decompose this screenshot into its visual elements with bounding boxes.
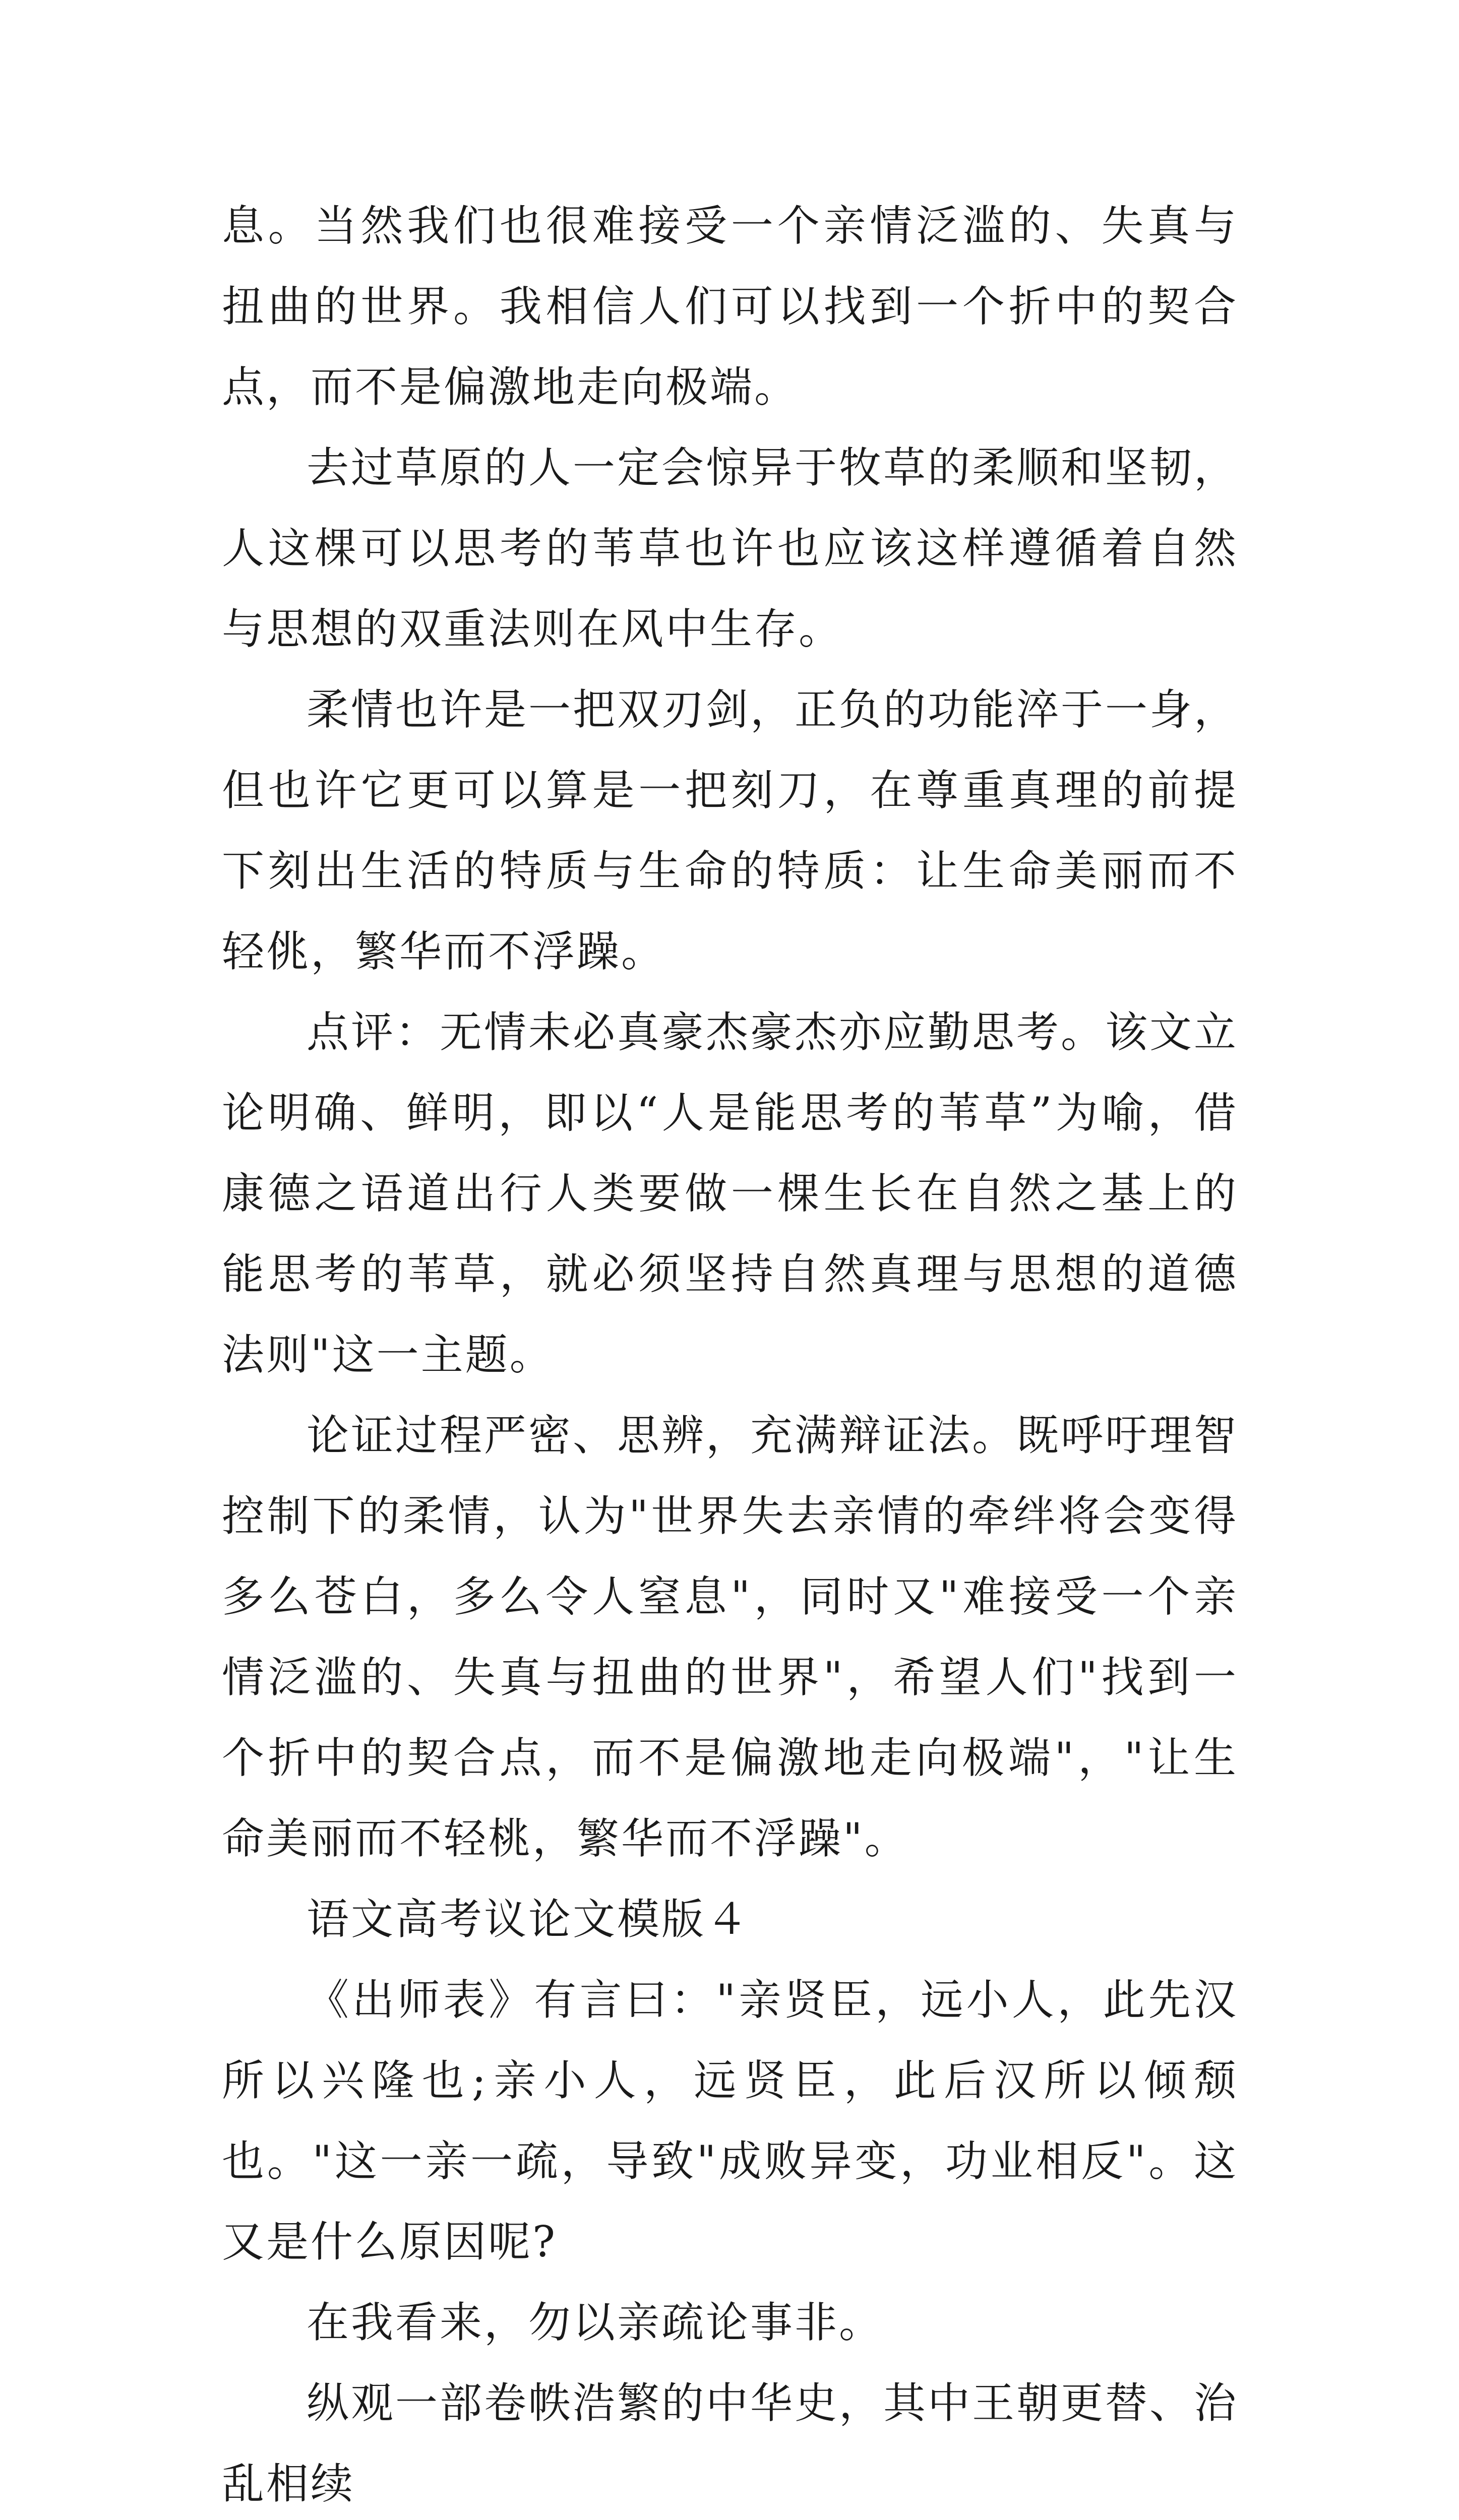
paragraph-8: 纵观一部卷帙浩繁的中华史，其中王朝更替、治乱相续 — [222, 2378, 1239, 2508]
document-body — [222, 185, 1238, 2520]
paragraph-7: 在我看来，勿以亲疏论事非。 — [307, 2298, 884, 2347]
paragraph-4-commentary: 点评：无情未必真豪杰豪杰亦应勤思考。该文立论明确、鲜明，即以“人是能思考的苇草”为喻，借康德之语道出行人类要做一棵生长在自然之基上的能思考的苇草，就必须坚持自然真理与思想的道德法则"这一主题。 — [222, 1007, 1239, 1379]
paragraph-6: 《出师表》有言曰："亲贤臣，远小人，此先汉所以兴隆也;亲小人，远贤臣，此后汉所以倾颓也。"这一亲一疏，导致"成败异变，功业相反"。这又是什么原因呢? — [222, 1975, 1238, 2266]
paragraph-3: 柔情也许是一把双刃剑，正负的功能淬于一身，但也许它更可以算是一把刻刀，在尊重真理的前提下刻出生活的特质与生命的特质：让生命美丽而不轻佻，繁华而不浮躁。 — [222, 685, 1239, 976]
paragraph-5: 论证过程严密、思辨，充满辩证法。既呼吁理智控制下的柔情，认为"世界失去亲情的牵绊将会变得多么苍白，多么令人窒息"，同时又"难接受一个亲情泛滥的、失真与扭曲的世界"，希望人们"找到一个折中的契合点，而不是偏激地走向极端"，"让生命美丽而不轻桃，繁华而不浮躁"。 — [222, 1411, 1239, 1863]
paragraph-2: 去过草原的人一定会惊异于牧草的柔顺和坚韧，人这棵可以思考的苇草也许也应该这样遵循着自然与思想的双重法则在风中生存。 — [222, 443, 1239, 654]
section-heading: 语文高考议论文模版４ — [307, 1895, 751, 1944]
paragraph-1: 息。当然我们也很难接受一个亲情泛滥的、失真与扭曲的世界。我相信人们可以找到一个折中的契合点，而不是偏激地走向极端。 — [222, 201, 1238, 412]
